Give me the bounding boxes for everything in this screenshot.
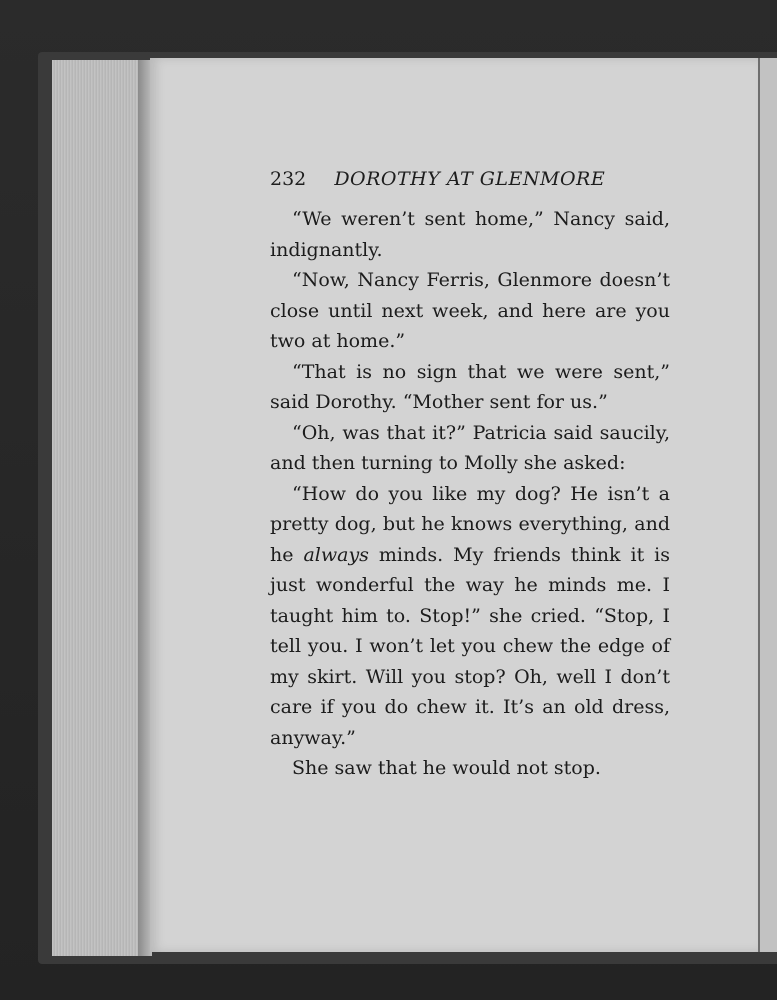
running-head [270, 168, 690, 198]
page-number: 232 [270, 168, 307, 190]
paragraph [270, 479, 670, 754]
body-text [270, 204, 670, 784]
paragraph: She saw that he would not stop. [292, 757, 601, 779]
paragraph: “Oh, was that it?” Patricia said saucily, and then turning to Molly she asked: [270, 421, 670, 474]
paragraph: “We weren’t sent home,” Nancy said, indignantly. [270, 208, 670, 261]
page-edges [52, 60, 152, 956]
paragraph: “That is no sign that we were sent,” said Dorothy. “Mother sent for us.” [270, 360, 670, 413]
paragraph: “Now, Nancy Ferris, Glenmore doesn’t close until next week, and here are you two at home.” [270, 269, 670, 352]
facing-page-edge [758, 58, 777, 952]
book-title: DOROTHY AT GLENMORE [334, 168, 606, 190]
book-page [150, 58, 758, 952]
paragraph-text: “How do you like my dog? He isn’t a pretty dog, but he knows everything, and he [270, 482, 670, 566]
emphasized-word: always [303, 543, 369, 566]
paragraph-text: minds. My friends think it is just wonderful the way he minds me. I taught him to. Stop!” she cried. “Stop, I tell you. I won’t let you chew the edge of my skirt. Will you stop? Oh, well I don’t care if you do chew it. It’s an old dress, anyway.” [270, 543, 670, 749]
